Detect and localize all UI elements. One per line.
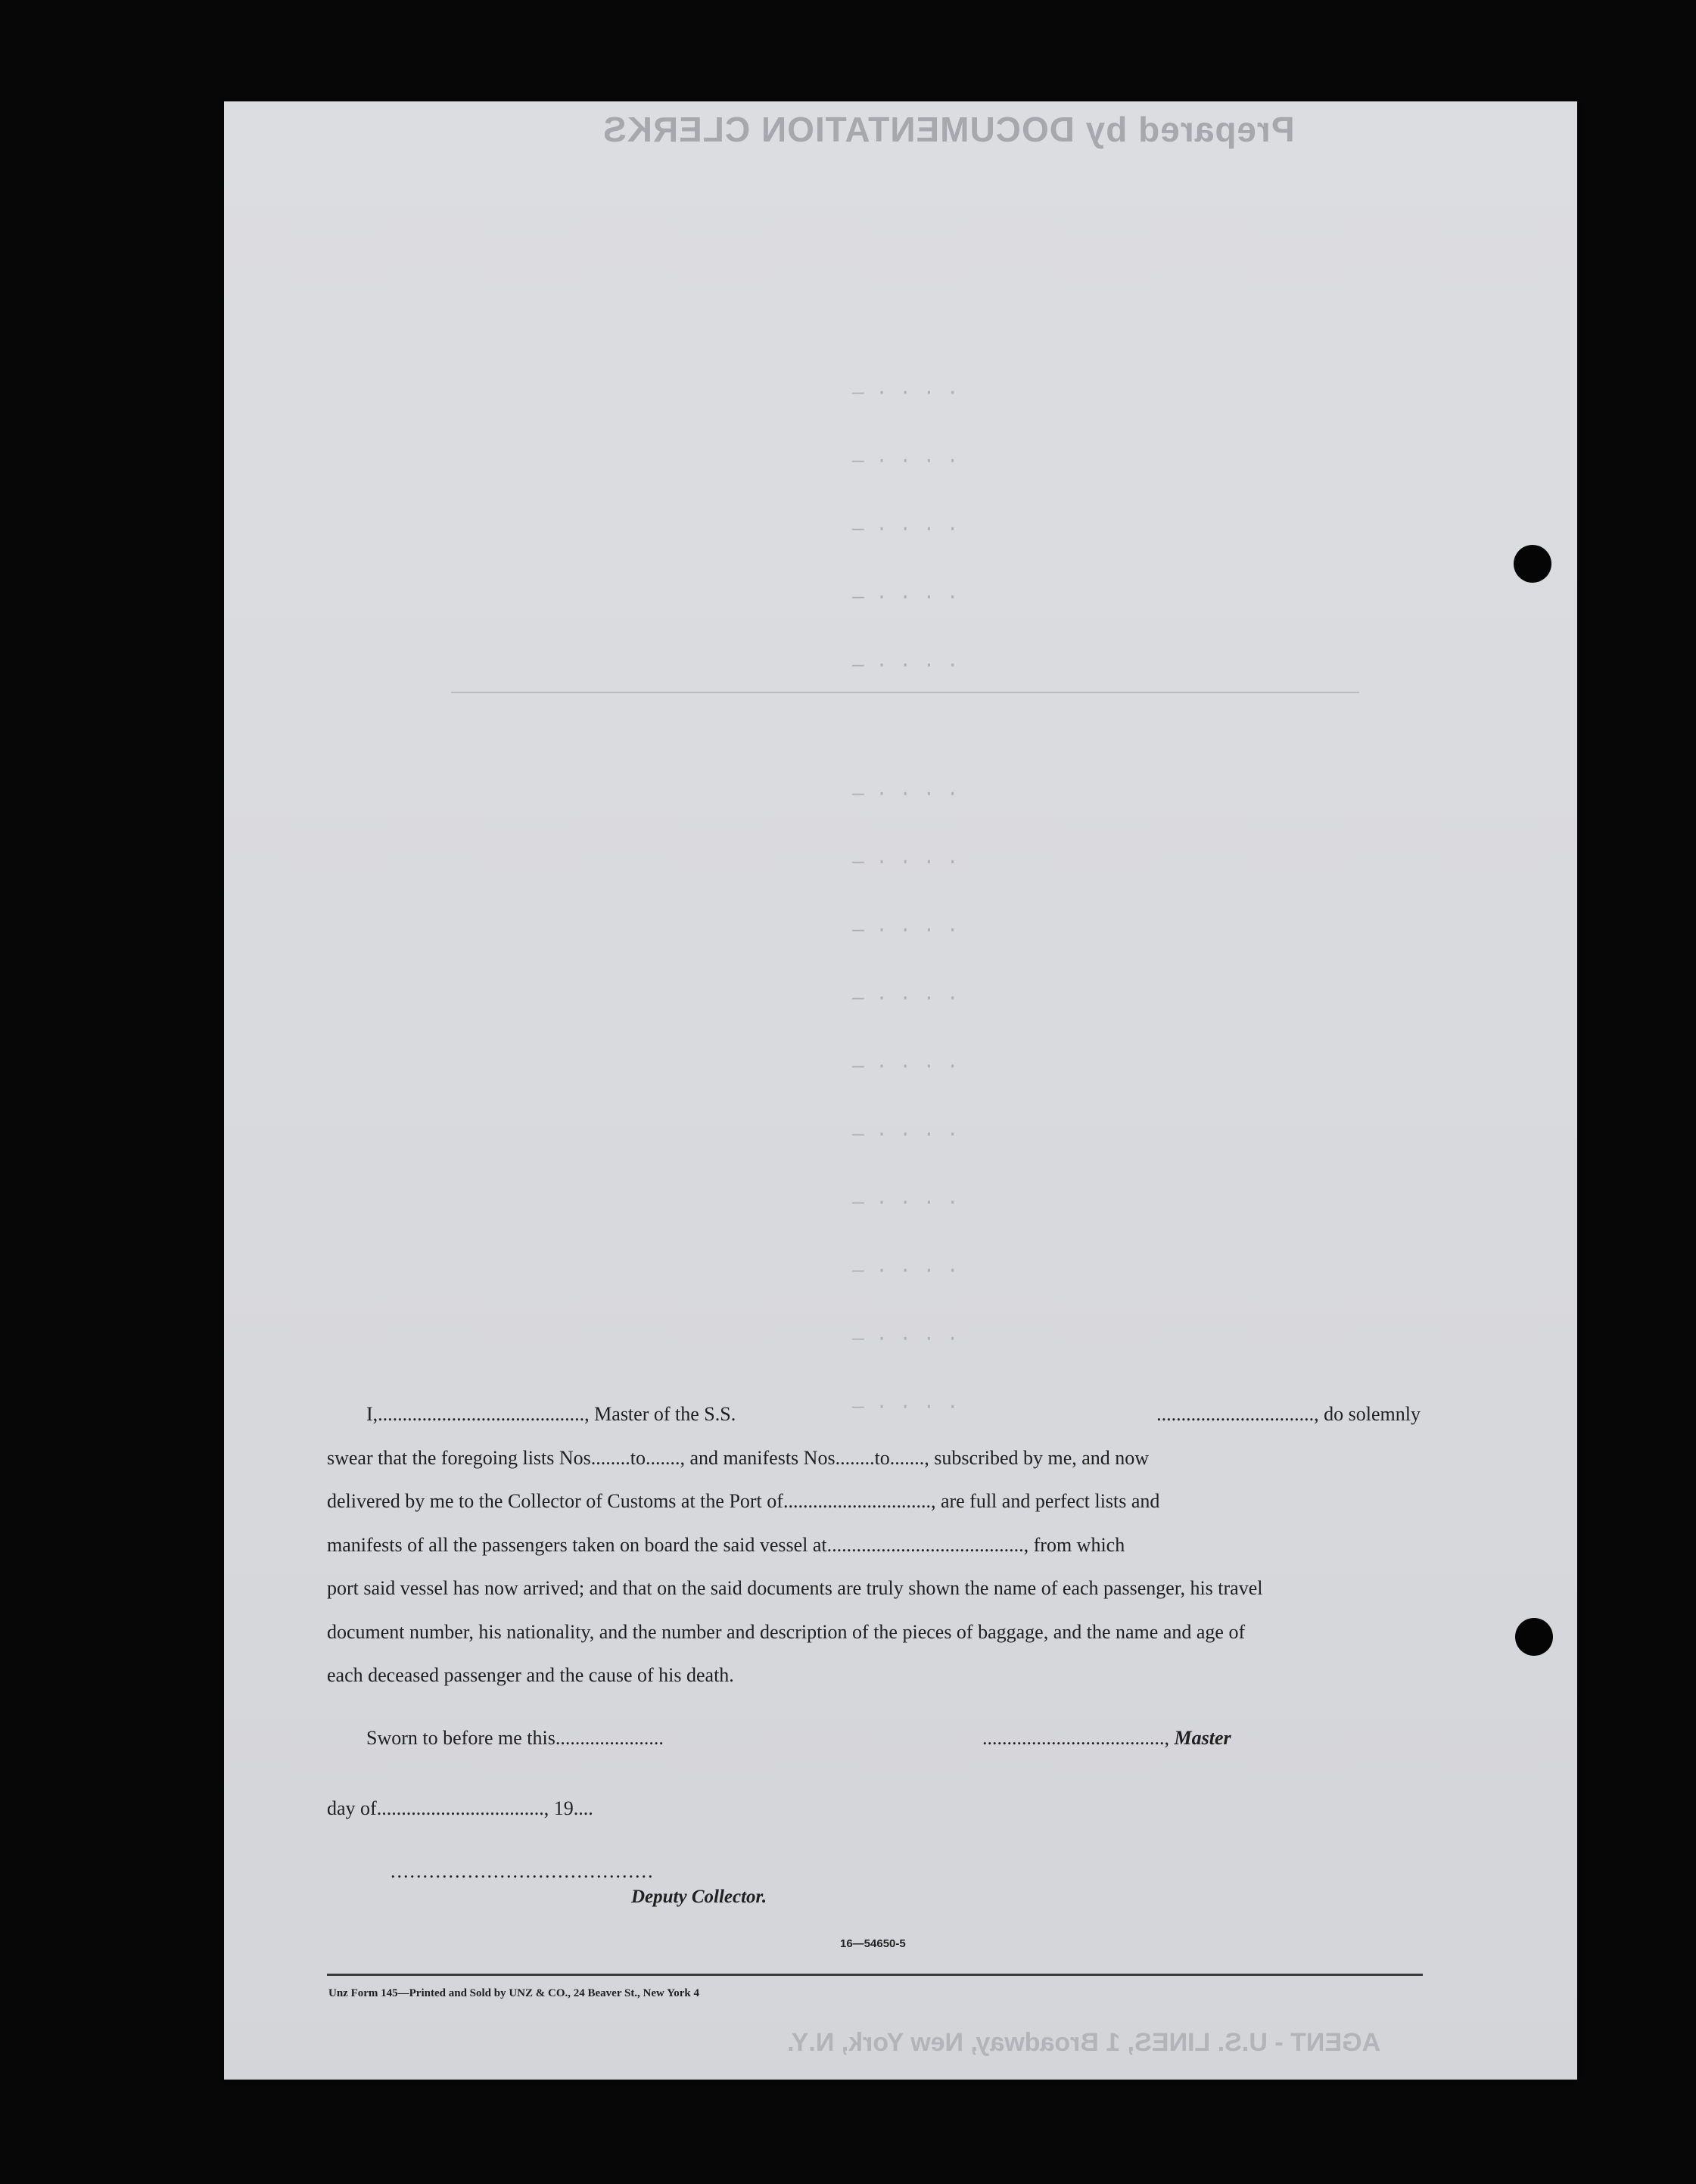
deputy-signature-line: ......................................... <box>391 1860 655 1882</box>
footer-rule <box>327 1974 1423 1976</box>
oath-text: ................................, do solemnly <box>1156 1403 1421 1425</box>
oath-line <box>327 1566 1421 1610</box>
oath-paragraph <box>327 1392 1421 1697</box>
oath-text: swear that the foregoing lists Nos........to......., and manifests Nos........to......., subscribed by me, and now <box>327 1446 1150 1469</box>
oath-text: I,.........................................., Master of the S.S. <box>366 1403 736 1425</box>
ghost-row: — · · · · <box>852 1055 959 1078</box>
ghost-row: — · · · · <box>852 1259 959 1282</box>
ghost-rule <box>451 692 1359 693</box>
ghost-row: — · · · · <box>852 1191 959 1214</box>
ghost-row: — · · · · <box>852 450 959 472</box>
ghost-row: — · · · · <box>852 919 959 941</box>
deputy-collector-label: Deputy Collector. <box>631 1887 767 1907</box>
oath-text: each deceased passenger and the cause of his death. <box>327 1664 734 1686</box>
oath-line <box>327 1654 1421 1697</box>
oath-text: manifests of all the passengers taken on board the said vessel at........................................, from which <box>327 1533 1125 1556</box>
master-dots: ....................................., <box>982 1727 1169 1749</box>
ghost-row: — · · · · <box>852 851 959 873</box>
ghost-footer-text: AGENT - U.S. LINES, 1 Broadway, New York, N.Y. <box>787 2028 1381 2057</box>
oath-line <box>327 1479 1421 1523</box>
oath-line <box>327 1610 1421 1654</box>
ghost-row: — · · · · <box>852 987 959 1010</box>
punch-hole-bottom <box>1515 1618 1553 1656</box>
oath-line <box>327 1436 1421 1480</box>
day-of-line: day of.................................., 19.... <box>327 1797 593 1819</box>
ghost-row: — · · · · <box>852 654 959 677</box>
ghost-row: — · · · · <box>852 782 959 805</box>
ghost-row: — · · · · <box>852 381 959 404</box>
printer-credit: Unz Form 145—Printed and Sold by UNZ & CO., 24 Beaver St., New York 4 <box>328 1987 699 1999</box>
ghost-header-text: Prepared by DOCUMENTATION CLERKS <box>602 110 1295 149</box>
oath-line <box>327 1392 1421 1436</box>
document-page <box>224 101 1577 2080</box>
sworn-before-line: Sworn to before me this...................... <box>366 1727 664 1749</box>
punch-hole-top <box>1514 545 1551 583</box>
master-signature-line <box>982 1727 1231 1750</box>
ghost-row: — · · · · <box>852 586 959 608</box>
oath-line <box>327 1523 1421 1567</box>
form-number: 16—54650-5 <box>840 1937 906 1950</box>
ghost-row: — · · · · <box>852 1327 959 1350</box>
ghost-row: — · · · · <box>852 518 959 540</box>
master-label: Master <box>1174 1727 1231 1749</box>
oath-text: delivered by me to the Collector of Customs at the Port of.............................., are full and perfect lists and <box>327 1490 1160 1512</box>
oath-text: document number, his nationality, and the number and description of the pieces of baggage, and the name and age of <box>327 1620 1246 1643</box>
oath-text: port said vessel has now arrived; and that on the said documents are truly shown the name of each passenger, his travel <box>327 1577 1263 1599</box>
ghost-row: — · · · · <box>852 1395 959 1418</box>
ghost-row: — · · · · <box>852 1123 959 1146</box>
